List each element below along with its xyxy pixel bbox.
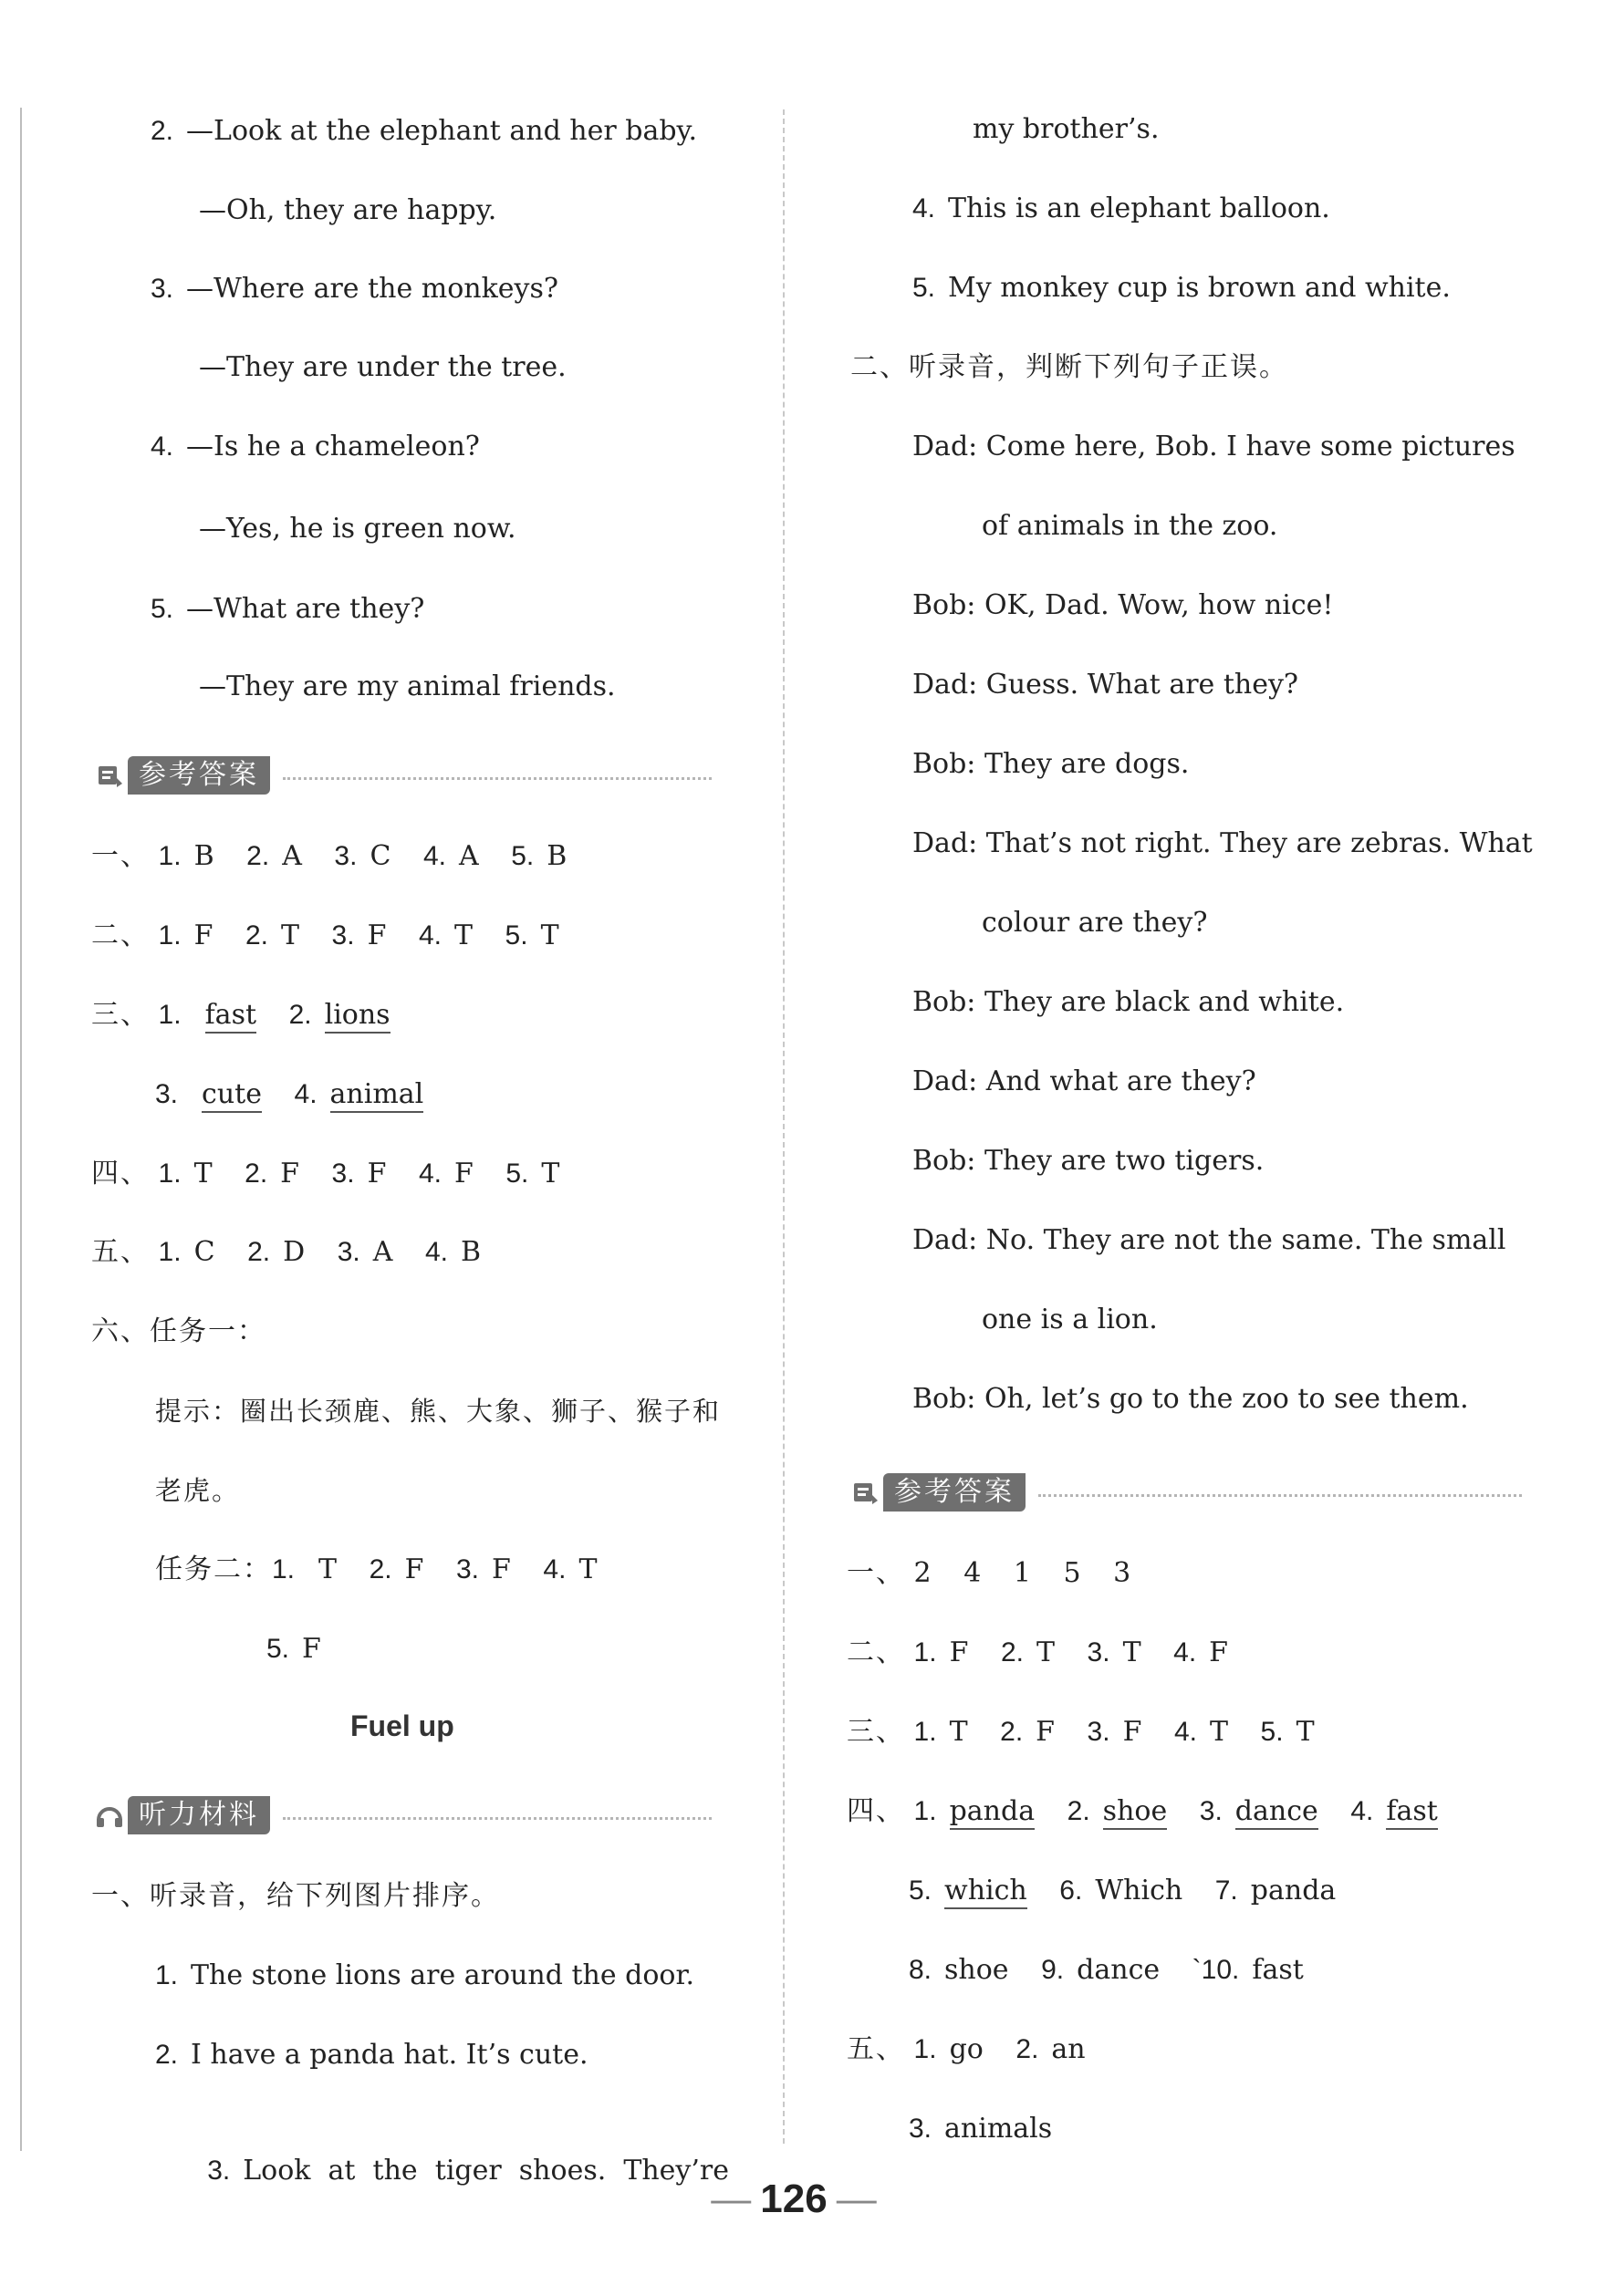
answer-row-r5a: 五、 1. go 2. an — [847, 2033, 1086, 2065]
answer-6-hint-line-2: 老虎。 — [155, 1475, 241, 1506]
answer-row-r4c: 8. shoe 9. dance `10. fast — [909, 1954, 1304, 1986]
headphones-icon — [91, 1797, 128, 1834]
answer-row-r4a: 四、 1. panda 2. shoe 3. dance 4. fast — [847, 1793, 1438, 1830]
dialog-line-12: one is a lion. — [982, 1304, 1158, 1335]
answer-row-r2: 二、 1. F 2. T 3. T 4. F — [847, 1636, 1228, 1668]
answer-row-4: 四、 1. T 2. F 3. F 4. F 5. T — [91, 1158, 560, 1190]
answers-header-left — [91, 753, 712, 797]
answer-6-task2-cont: 5. F — [266, 1633, 321, 1665]
dialog-5-line-1: 5. —What are they? — [151, 593, 425, 625]
dialog-3-line-1: 3. —Where are the monkeys? — [151, 273, 558, 305]
dialog-line-2: of animals in the zoo. — [982, 510, 1278, 542]
answer-row-1: 一、 1. B 2. A 3. C 4. A 5. B — [91, 840, 568, 872]
dialog-2-line-2: —Oh, they are happy. — [199, 194, 497, 226]
dotted-rule — [283, 1817, 712, 1820]
listening-header — [91, 1793, 712, 1837]
listen-item-5: 5. My monkey cup is brown and white. — [912, 272, 1451, 304]
dialog-line-4: Dad: Guess. What are they? — [912, 669, 1299, 701]
dialog-line-13: Bob: Oh, let’s go to the zoo to see them. — [912, 1383, 1469, 1415]
listen-item-3-cont: my brother’s. — [973, 113, 1160, 145]
dialog-line-10: Bob: They are two tigers. — [912, 1145, 1265, 1177]
dialog-line-9: Dad: And what are they? — [912, 1065, 1256, 1097]
dialog-line-6: Dad: That’s not right. They are zebras. What — [912, 827, 1533, 859]
dialog-line-5: Bob: They are dogs. — [912, 748, 1190, 780]
listening-task-2-title: 二、听录音，判断下列句子正误。 — [850, 351, 1288, 383]
dialog-4-line-2: —Yes, he is green now. — [199, 513, 516, 545]
dialog-line-3: Bob: OK, Dad. Wow, how nice! — [912, 589, 1334, 621]
answer-row-r1: 一、 2 4 1 5 3 — [847, 1557, 1131, 1589]
answer-row-3a: 三、 1. fast 2. lions — [91, 997, 390, 1034]
dialog-line-1: Dad: Come here, Bob. I have some pictures — [912, 431, 1515, 462]
listening-task-1-title: 一、听录音，给下列图片排序。 — [91, 1880, 500, 1912]
answer-6-task2: 任务二：1. T 2. F 3. F 4. T — [155, 1553, 598, 1585]
dialog-4-line-1: 4. —Is he a chameleon? — [151, 431, 480, 462]
listen-item-2: 2. I have a panda hat. It’s cute. — [155, 2039, 588, 2071]
answer-row-3b: 3. cute 4. animal — [155, 1076, 423, 1113]
listen-item-1: 1. The stone lions are around the door. — [155, 1959, 695, 1991]
dialog-line-7: colour are they? — [982, 907, 1208, 939]
listen-item-4: 4. This is an elephant balloon. — [912, 192, 1330, 224]
column-divider — [783, 109, 785, 2144]
dotted-rule — [283, 777, 712, 780]
answer-row-r5b: 3. animals — [909, 2113, 1053, 2145]
answer-row-5: 五、 1. C 2. D 3. A 4. B — [91, 1236, 482, 1268]
answer-row-r3: 三、 1. T 2. F 3. F 4. T 5. T — [847, 1716, 1315, 1748]
listening-title: 听力材料 — [128, 1796, 270, 1834]
answer-row-r4b: 5. which 6. Which 7. panda — [909, 1873, 1336, 1909]
answers-title: 参考答案 — [128, 756, 270, 795]
dialog-line-11: Dad: No. They are not the same. The small — [912, 1224, 1506, 1256]
answer-6-hint-line-1: 提示：圈出长颈鹿、熊、大象、狮子、猴子和 — [155, 1396, 722, 1427]
dialog-5-line-2: —They are my animal friends. — [199, 670, 616, 702]
listen-item-3: 3. Look at the tiger shoes. They’re — [207, 2155, 729, 2187]
fuel-up-title: Fuel up — [350, 1709, 454, 1742]
page-number: — 126 — — [711, 2177, 877, 2221]
dotted-rule — [1038, 1494, 1522, 1497]
answer-row-6-label: 六、任务一： — [91, 1315, 266, 1347]
book-icon — [847, 1474, 883, 1511]
page-edge — [20, 108, 22, 2151]
answer-row-2: 二、 1. F 2. T 3. F 4. T 5. T — [91, 919, 559, 951]
dialog-line-8: Bob: They are black and white. — [912, 986, 1345, 1018]
answers-header-right — [847, 1470, 1522, 1514]
dialog-2-line-1: 2. —Look at the elephant and her baby. — [151, 115, 698, 147]
book-icon — [91, 757, 128, 794]
answers-title: 参考答案 — [883, 1473, 1026, 1512]
dialog-3-line-2: —They are under the tree. — [199, 351, 567, 383]
